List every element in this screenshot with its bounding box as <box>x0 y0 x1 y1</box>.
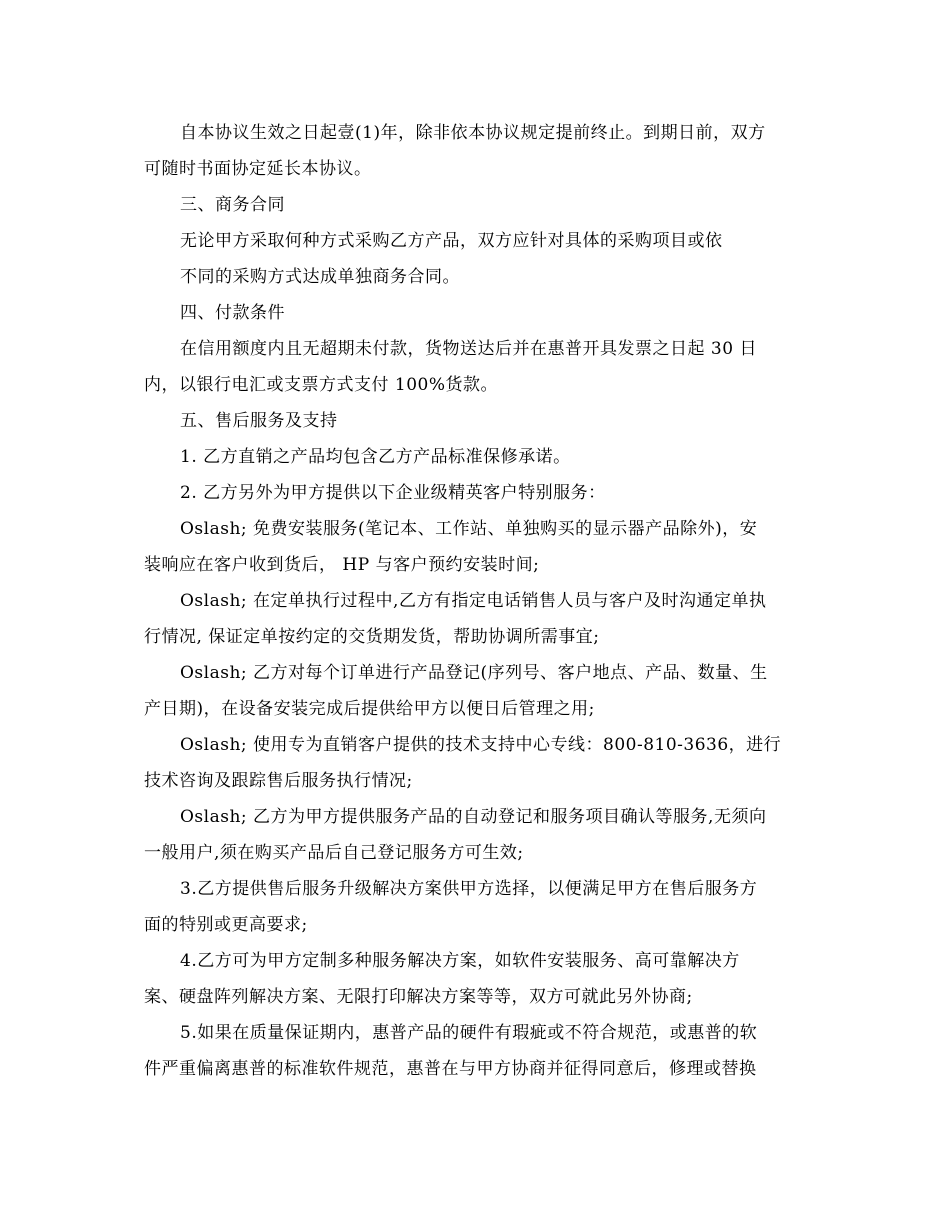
bullet-item: Oslash; 使用专为直销客户提供的技术支持中心专线：800-810-3636，进行 <box>180 735 782 755</box>
section-heading: 三、商务合同 <box>180 195 285 215</box>
paragraph-line: 一般用户,须在购买产品后自己登记服务方可生效; <box>144 843 524 863</box>
section-heading: 五、售后服务及支持 <box>180 411 338 431</box>
bullet-item: Oslash; 乙方对每个订单进行产品登记(序列号、客户地点、产品、数量、生 <box>180 663 768 683</box>
document-body <box>144 115 810 1087</box>
list-item: 2. 乙方另外为甲方提供以下企业级精英客户特别服务： <box>180 483 606 503</box>
paragraph-line: 案、硬盘阵列解决方案、无限打印解决方案等等，双方可就此另外协商; <box>144 987 693 1007</box>
bullet-item: Oslash; 免费安装服务(笔记本、工作站、单独购买的显示器产品除外)，安 <box>180 519 758 539</box>
list-item: 1. 乙方直销之产品均包含乙方产品标准保修承诺。 <box>180 447 571 467</box>
section-heading: 四、付款条件 <box>180 303 285 323</box>
paragraph-line: 可随时书面协定延长本协议。 <box>144 159 372 179</box>
paragraph-line: 产日期)，在设备安装完成后提供给甲方以便日后管理之用; <box>144 699 595 719</box>
paragraph-line: 面的特别或更高要求; <box>144 915 308 935</box>
bullet-item: Oslash; 在定单执行过程中,乙方有指定电话销售人员与客户及时沟通定单执 <box>180 591 767 611</box>
list-item: 3.乙方提供售后服务升级解决方案供甲方选择，以便满足甲方在售后服务方 <box>180 879 758 899</box>
paragraph-line: 行情况, 保证定单按约定的交货期发货，帮助协调所需事宜; <box>144 627 600 647</box>
bullet-item: Oslash; 乙方为甲方提供服务产品的自动登记和服务项目确认等服务,无须向 <box>180 807 767 827</box>
list-item: 5.如果在质量保证期内，惠普产品的硬件有瑕疵或不符合规范，或惠普的软 <box>180 1023 758 1043</box>
paragraph-line: 在信用额度内且无超期未付款，货物送达后并在惠普开具发票之日起 30 日 <box>180 339 757 359</box>
paragraph-line: 件严重偏离惠普的标准软件规范，惠普在与甲方协商并征得同意后，修理或替换 <box>144 1059 757 1079</box>
list-item: 4.乙方可为甲方定制多种服务解决方案，如软件安装服务、高可靠解决方 <box>180 951 740 971</box>
paragraph-line: 技术咨询及跟踪售后服务执行情况; <box>144 771 413 791</box>
paragraph-line: 无论甲方采取何种方式采购乙方产品，双方应针对具体的采购项目或依 <box>180 231 723 251</box>
paragraph-line: 装响应在客户收到货后， HP 与客户预约安装时间; <box>144 555 540 575</box>
paragraph-line: 不同的采购方式达成单独商务合同。 <box>180 267 460 287</box>
paragraph-line: 内，以银行电汇或支票方式支付 100%货款。 <box>144 375 499 395</box>
paragraph-line: 自本协议生效之日起壹(1)年，除非依本协议规定提前终止。到期日前，双方 <box>180 123 766 143</box>
